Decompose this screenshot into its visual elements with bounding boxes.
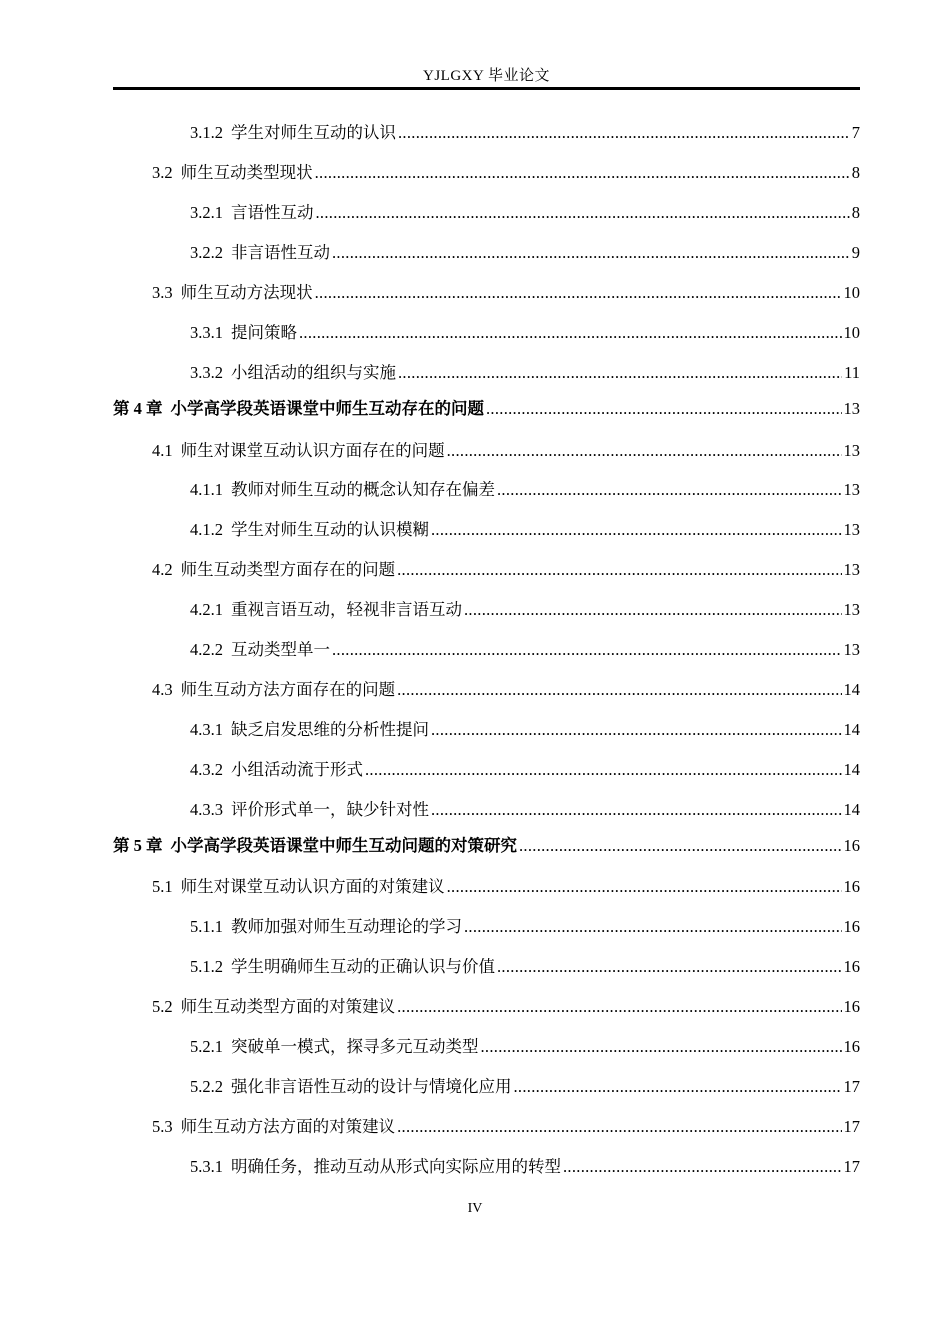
- toc-entry-number: 4.2.2: [190, 640, 223, 659]
- toc-entry-page: 16: [843, 917, 860, 936]
- toc-entry[interactable]: [190, 634, 860, 660]
- toc-entry[interactable]: [190, 1151, 860, 1177]
- toc-dot-leader: [514, 1077, 842, 1097]
- toc-entry[interactable]: [152, 871, 860, 897]
- toc-entry-page: 8: [851, 163, 860, 182]
- toc-entry[interactable]: [190, 794, 860, 820]
- toc-entry-page: 13: [843, 640, 860, 659]
- toc-dot-leader: [519, 836, 842, 856]
- toc-entry[interactable]: [152, 435, 860, 461]
- toc-dot-leader: [315, 163, 850, 183]
- toc-entry[interactable]: [190, 1071, 860, 1097]
- toc-dot-leader: [398, 123, 850, 143]
- toc-entry-title: 重视言语互动，轻视非言语互动: [231, 600, 462, 619]
- toc-entry-page: 14: [843, 800, 860, 819]
- toc-entry-title: 师生对课堂互动认识方面存在的问题: [180, 441, 445, 460]
- page-number: IV: [467, 1201, 483, 1216]
- toc-entry-title: 强化非言语性互动的设计与情境化应用: [231, 1077, 512, 1096]
- toc-dot-leader: [332, 640, 842, 660]
- toc-entry-title: 学生明确师生互动的正确认识与价值: [231, 957, 495, 976]
- toc-entry-number: 3.2.2: [190, 243, 223, 262]
- toc-dot-leader: [563, 1157, 842, 1177]
- toc-entry-number: 3.2: [152, 163, 173, 182]
- toc-entry-page: 13: [843, 480, 860, 499]
- toc-dot-leader: [497, 480, 842, 500]
- toc-dot-leader: [397, 1117, 841, 1137]
- toc-entry-number: 5.1.2: [190, 957, 223, 976]
- toc-dot-leader: [486, 399, 842, 419]
- toc-entry-title: 互动类型单一: [231, 640, 330, 659]
- toc-entry-number: 3.3.2: [190, 363, 223, 382]
- toc-entry-title: 提问策略: [231, 323, 297, 342]
- toc-entry-title: 明确任务，推动互动从形式向实际应用的转型: [231, 1157, 561, 1176]
- toc-dot-leader: [431, 800, 842, 820]
- toc-entry-title: 师生互动方法现状: [180, 283, 313, 302]
- toc-entry[interactable]: [190, 357, 860, 383]
- toc-entry[interactable]: [190, 951, 860, 977]
- toc-entry[interactable]: [190, 197, 860, 223]
- toc-entry-page: 11: [844, 363, 860, 382]
- toc-entry-title: 学生对师生互动的认识模糊: [231, 520, 429, 539]
- toc-entry-number: 3.1.2: [190, 123, 223, 142]
- toc-entry[interactable]: [152, 277, 860, 303]
- toc-entry-page: 14: [843, 720, 860, 739]
- toc-entry[interactable]: [152, 157, 860, 183]
- toc-entry-page: 8: [851, 203, 860, 222]
- toc-entry[interactable]: [190, 117, 860, 143]
- toc-entry-title: 学生对师生互动的认识: [231, 123, 396, 142]
- toc-entry-page: 17: [843, 1117, 860, 1136]
- toc-entry-page: 13: [843, 560, 860, 579]
- toc-entry-number: 3.2.1: [190, 203, 223, 222]
- toc-entry[interactable]: [152, 554, 860, 580]
- toc-dot-leader: [365, 760, 842, 780]
- toc-entry-number: 5.3: [152, 1117, 173, 1136]
- toc-entry-title: 师生互动方法方面存在的问题: [180, 680, 396, 699]
- toc-entry-title: 师生对课堂互动认识方面的对策建议: [180, 877, 445, 896]
- toc-entry-title: 小组活动的组织与实施: [231, 363, 396, 382]
- toc-entry[interactable]: [152, 1111, 860, 1137]
- toc-entry-number: 4.2: [152, 560, 173, 579]
- toc-entry[interactable]: [190, 474, 860, 500]
- toc-entry-title: 缺乏启发思维的分析性提问: [231, 720, 429, 739]
- toc-entry-title: 小组活动流于形式: [231, 760, 363, 779]
- toc-entry-title: 教师对师生互动的概念认知存在偏差: [231, 480, 495, 499]
- toc-dot-leader: [332, 243, 850, 263]
- toc-entry-number: 4.1.2: [190, 520, 223, 539]
- toc-entry[interactable]: [190, 754, 860, 780]
- toc-entry-title: 师生互动类型方面存在的问题: [180, 560, 396, 579]
- toc-entry-title: 突破单一模式，探寻多元互动类型: [231, 1037, 479, 1056]
- toc-entry-title: 小学高学段英语课堂中师生互动存在的问题: [170, 399, 484, 418]
- toc-entry-title: 评价形式单一，缺少针对性: [231, 800, 429, 819]
- toc-entry-number: 第 5 章: [113, 836, 163, 855]
- toc-entry-title: 非言语性互动: [231, 243, 330, 262]
- toc-entry-number: 4.3.3: [190, 800, 223, 819]
- toc-entry-number: 第 4 章: [113, 399, 163, 418]
- toc-dot-leader: [431, 720, 842, 740]
- toc-entry-page: 9: [851, 243, 860, 262]
- toc-entry[interactable]: [152, 674, 860, 700]
- toc-entry-number: 5.2.1: [190, 1037, 223, 1056]
- toc-entry-page: 16: [843, 1037, 860, 1056]
- toc-dot-leader: [397, 560, 841, 580]
- toc-entry-page: 17: [843, 1077, 860, 1096]
- toc-entry-number: 3.3: [152, 283, 173, 302]
- toc-entry-page: 10: [843, 283, 860, 302]
- toc-dot-leader: [447, 441, 842, 461]
- toc-dot-leader: [299, 323, 842, 343]
- toc-entry-title: 师生互动方法方面的对策建议: [180, 1117, 396, 1136]
- toc-entry[interactable]: [190, 317, 860, 343]
- toc-entry-number: 4.2.1: [190, 600, 223, 619]
- toc-entry-page: 10: [843, 323, 860, 342]
- toc-dot-leader: [464, 917, 842, 937]
- toc-entry-number: 4.3.2: [190, 760, 223, 779]
- toc-entry-number: 5.3.1: [190, 1157, 223, 1176]
- toc-entry-title: 言语性互动: [231, 203, 314, 222]
- toc-entry-page: 16: [843, 997, 860, 1016]
- toc-entry-title: 师生互动类型方面的对策建议: [180, 997, 396, 1016]
- toc-entry-title: 师生互动类型现状: [180, 163, 313, 182]
- toc-entry-page: 16: [843, 877, 860, 896]
- toc-entry-number: 4.1.1: [190, 480, 223, 499]
- toc-entry-page: 13: [843, 399, 860, 418]
- toc-entry-number: 5.2.2: [190, 1077, 223, 1096]
- toc-dot-leader: [398, 363, 842, 383]
- toc-dot-leader: [431, 520, 842, 540]
- toc-dot-leader: [497, 957, 842, 977]
- toc-entry-page: 13: [843, 600, 860, 619]
- toc-entry-page: 16: [843, 957, 860, 976]
- toc-entry-page: 17: [843, 1157, 860, 1176]
- toc-entry-number: 5.2: [152, 997, 173, 1016]
- toc-entry[interactable]: [190, 237, 860, 263]
- toc-entry-page: 14: [843, 680, 860, 699]
- toc-entry-title: 教师加强对师生互动理论的学习: [231, 917, 462, 936]
- toc-entry[interactable]: [113, 830, 860, 856]
- toc-entry-number: 4.3.1: [190, 720, 223, 739]
- toc-entry-number: 4.3: [152, 680, 173, 699]
- toc-entry[interactable]: [190, 714, 860, 740]
- toc-entry[interactable]: [113, 393, 860, 419]
- toc-entry[interactable]: [190, 911, 860, 937]
- toc-entry-page: 16: [843, 836, 860, 855]
- toc-entry-page: 13: [843, 441, 860, 460]
- toc-entry-number: 3.3.1: [190, 323, 223, 342]
- toc-entry[interactable]: [190, 594, 860, 620]
- toc-entry[interactable]: [190, 1031, 860, 1057]
- toc-dot-leader: [397, 680, 841, 700]
- toc-entry-page: 13: [843, 520, 860, 539]
- toc-entry-page: 14: [843, 760, 860, 779]
- toc-entry-title: 小学高学段英语课堂中师生互动问题的对策研究: [170, 836, 517, 855]
- toc-entry-number: 5.1: [152, 877, 173, 896]
- toc-dot-leader: [447, 877, 842, 897]
- toc-dot-leader: [397, 997, 841, 1017]
- toc-dot-leader: [464, 600, 842, 620]
- toc-entry-number: 5.1.1: [190, 917, 223, 936]
- toc-dot-leader: [315, 283, 842, 303]
- toc-dot-leader: [481, 1037, 842, 1057]
- toc-dot-leader: [316, 203, 850, 223]
- toc-entry-page: 7: [851, 123, 860, 142]
- toc-entry-number: 4.1: [152, 441, 173, 460]
- toc-entry[interactable]: [190, 514, 860, 540]
- page-header-title: YJLGXY 毕业论文: [422, 68, 551, 84]
- toc-entry[interactable]: [152, 991, 860, 1017]
